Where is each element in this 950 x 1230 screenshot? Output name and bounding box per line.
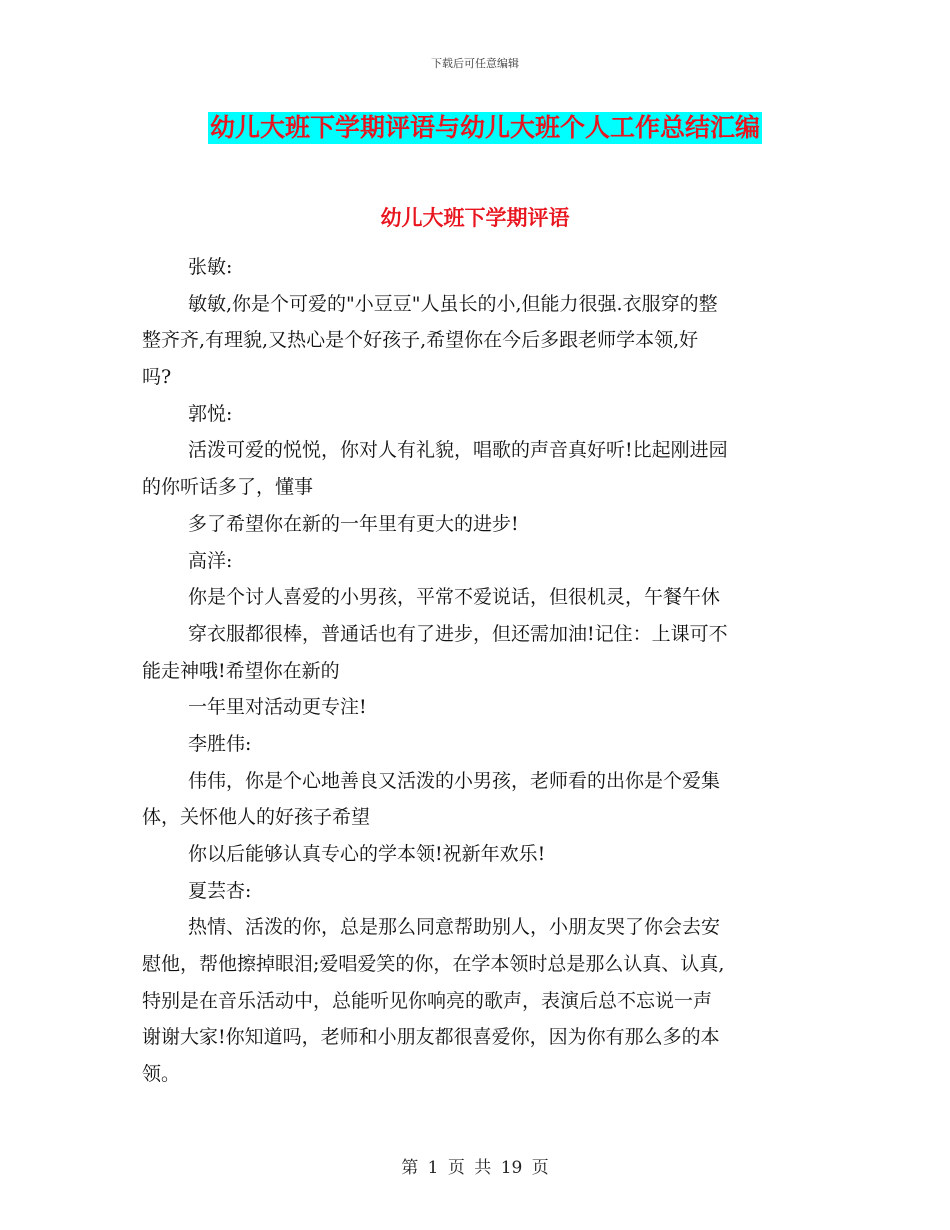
document-body — [142, 249, 810, 1093]
document-title: 幼儿大班下学期评语与幼儿大班个人工作总结汇编 — [210, 113, 761, 142]
text-line: 你以后能够认真专心的学本领!祝新年欢乐! — [188, 843, 546, 865]
page-number: 第 1 页 共 19 页 — [401, 1158, 549, 1178]
text-line: 领。 — [142, 1063, 181, 1086]
section-title: 幼儿大班下学期评语 — [380, 206, 570, 230]
text-line: 特别是在音乐活动中，总能听见你响亮的歌声，表演后总不忘说一声 — [142, 989, 713, 1012]
text-line: 能走神哦!希望你在新的 — [142, 659, 340, 682]
text-line: 夏芸杏: — [188, 879, 252, 902]
text-line: 敏敏,你是个可爱的"小豆豆"人虽长的小,但能力很强.衣服穿的整 — [188, 292, 718, 315]
text-line: 张敏: — [188, 256, 233, 278]
text-line: 的你听话多了，懂事 — [142, 476, 314, 499]
text-line: 整齐齐,有理貌,又热心是个好孩子,希望你在今后多跟老师学本领,好 — [142, 329, 699, 352]
text-line: 你是个讨人喜爱的小男孩，平常不爱说话，但很机灵，午餐午休 — [188, 586, 721, 609]
text-line: 慰他，帮他擦掉眼泪;爱唱爱笑的你，在学本领时总是那么认真、认真, — [142, 953, 725, 976]
text-line: 热情、活泼的你，总是那么同意帮助别人，小朋友哭了你会去安 — [188, 916, 721, 939]
text-line: 李胜伟: — [188, 732, 252, 755]
text-line: 郭悦: — [188, 402, 233, 425]
text-line: 穿衣服都很棒，普通话也有了进步，但还需加油!记住：上课可不 — [188, 622, 728, 645]
header-note: 下载后可任意编辑 — [431, 57, 519, 70]
text-line: 谢谢大家!你知道吗，老师和小朋友都很喜爱你，因为你有那么多的本 — [142, 1026, 720, 1049]
text-line: 伟伟，你是个心地善良又活泼的小男孩，老师看的出你是个爱集 — [188, 769, 721, 792]
text-line: 多了希望你在新的一年里有更大的进步! — [188, 512, 519, 535]
text-line: 一年里对活动更专注! — [188, 696, 367, 719]
text-line: 体，关怀他人的好孩子希望 — [142, 806, 371, 829]
text-line: 高洋: — [188, 549, 233, 572]
text-line: 活泼可爱的悦悦，你对人有礼貌，唱歌的声音真好听!比起刚进园 — [188, 439, 728, 462]
text-line: 吗? — [142, 366, 172, 389]
